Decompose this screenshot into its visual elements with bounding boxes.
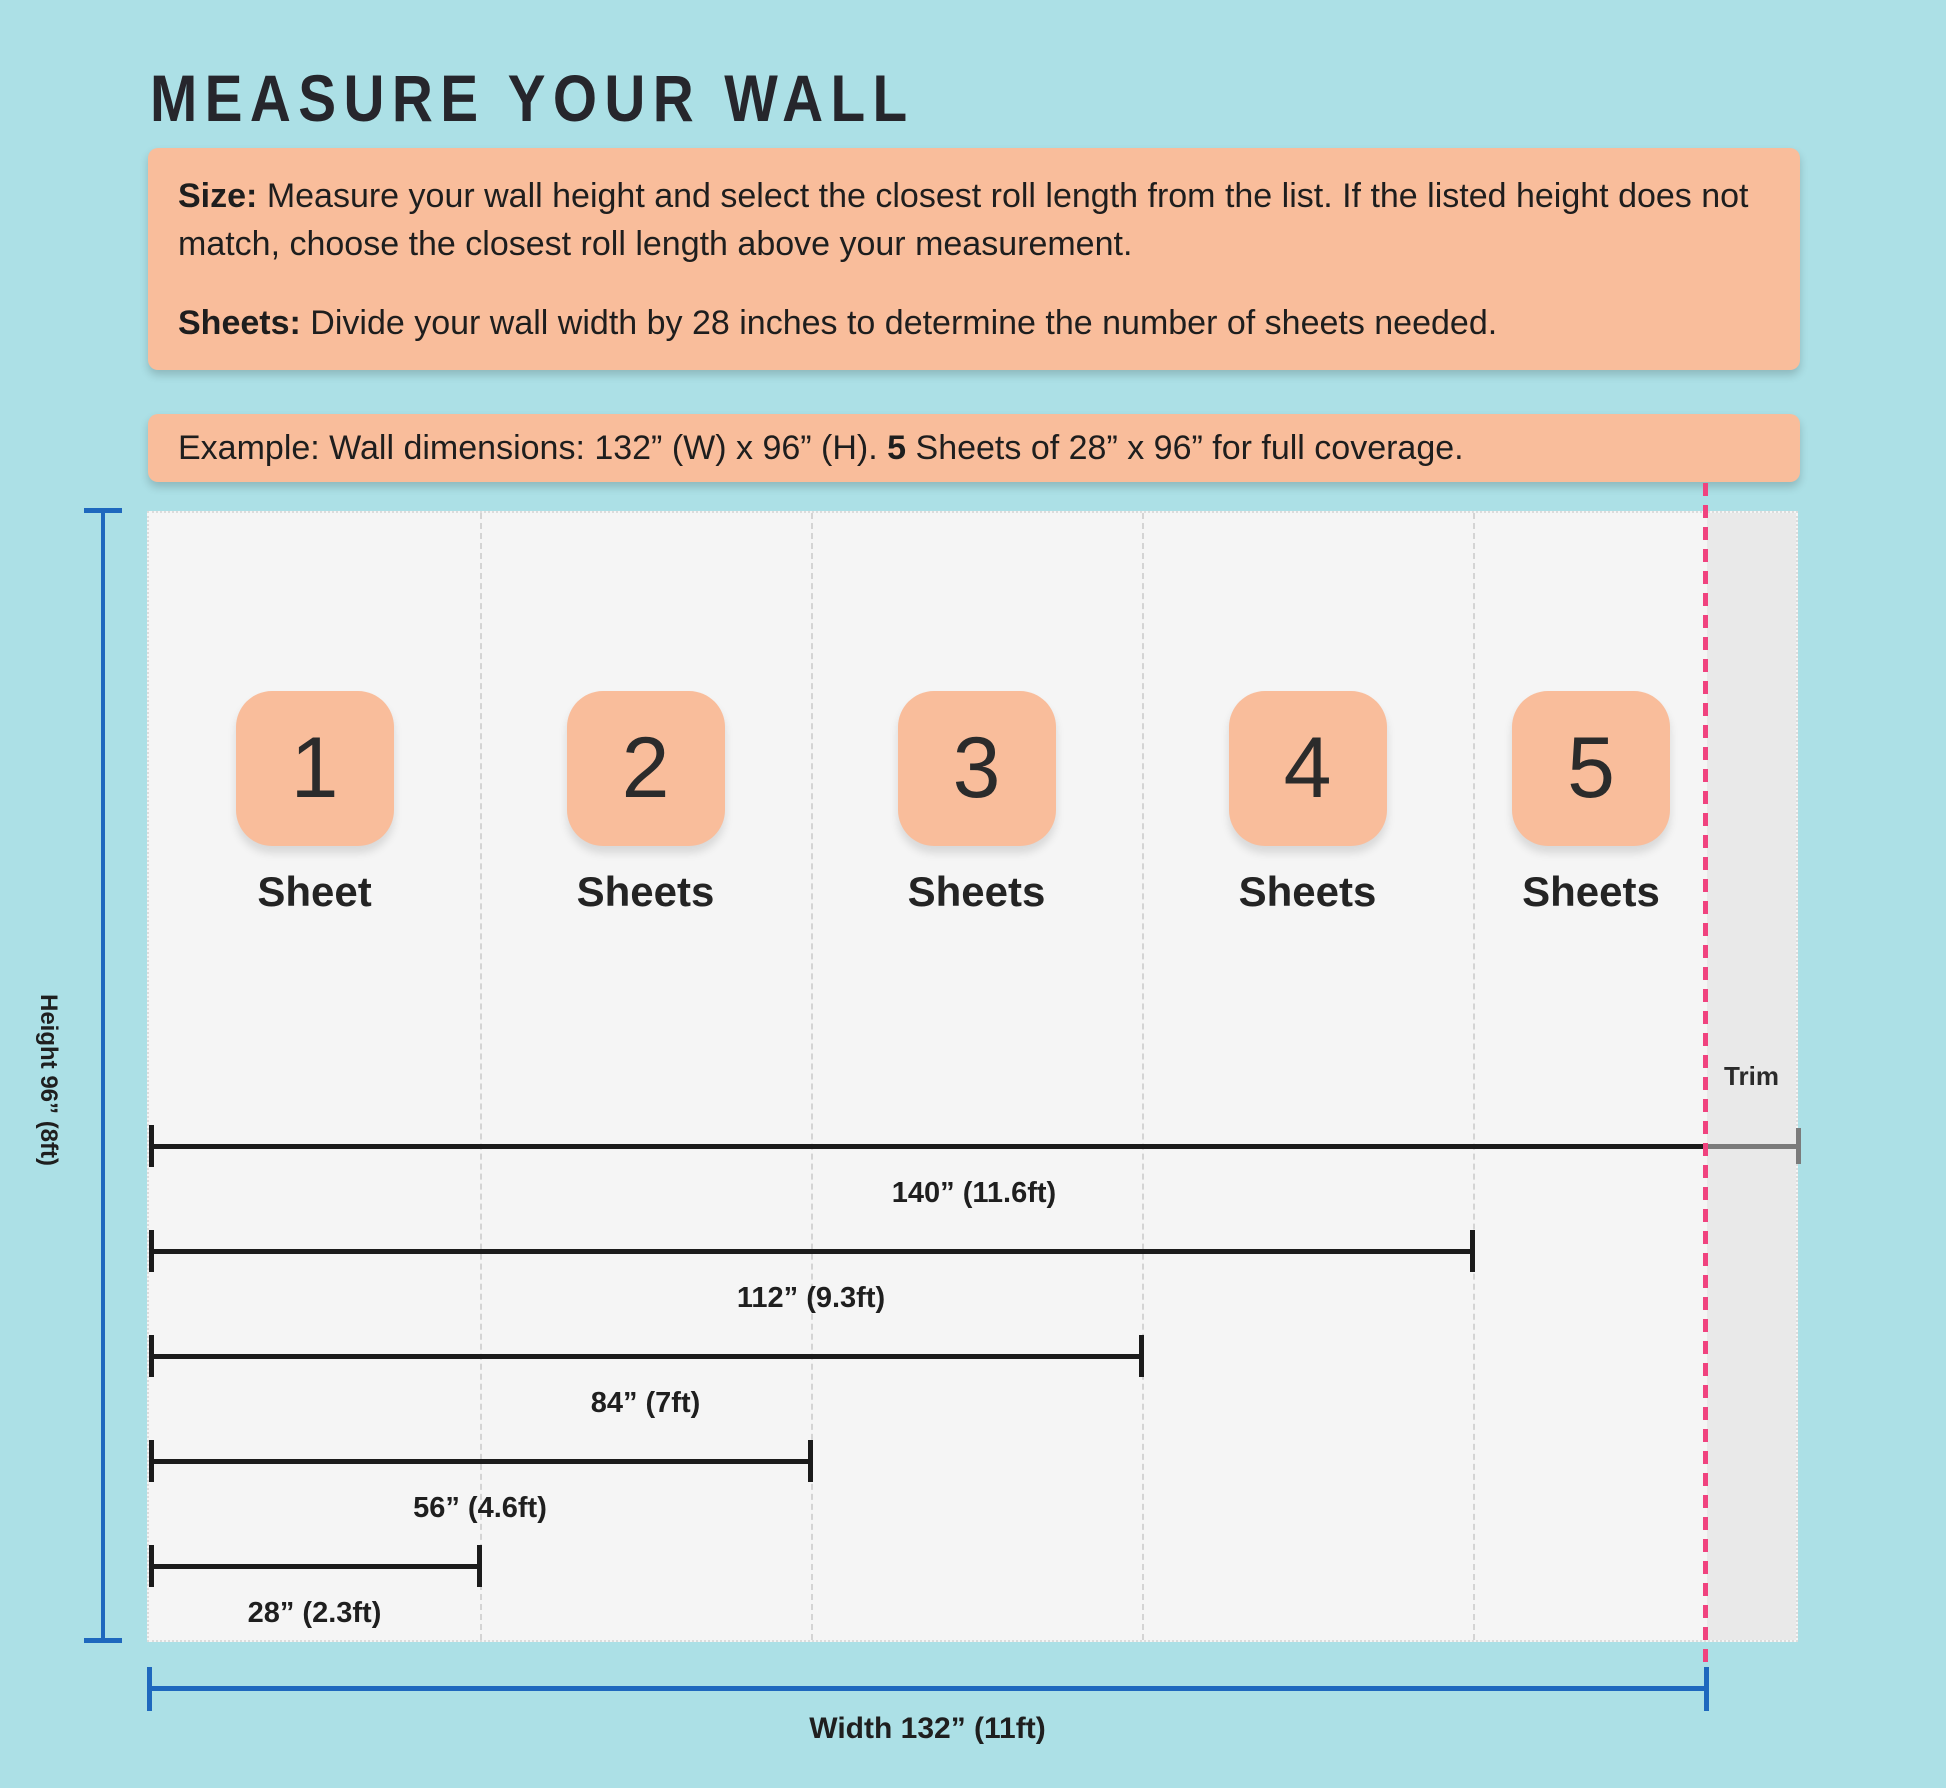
sheet-count-badge: 4 [1229, 691, 1387, 846]
example-sheet-count: 5 [887, 428, 907, 467]
width-label: Width 132” (11ft) [809, 1712, 1046, 1745]
width-ruler-line [147, 1686, 1708, 1691]
sheets-instruction [178, 299, 1770, 347]
ruler-cap-right [1470, 1230, 1475, 1272]
ruler-line [149, 1249, 1473, 1254]
size-instruction-label: Size: [178, 177, 258, 215]
example-box [148, 414, 1800, 482]
sheet-count-badge: 1 [236, 691, 394, 846]
instructions-box [148, 148, 1800, 370]
column-divider [1142, 513, 1144, 1640]
sheet-label: Sheets [907, 868, 1046, 915]
trim-label: Trim [1724, 1061, 1779, 1091]
sheets-instruction-label: Sheets: [178, 303, 301, 342]
sheet-group [1228, 691, 1388, 916]
sheet-group [1511, 691, 1671, 916]
height-label: Height 96” (8ft) [35, 993, 62, 1166]
size-instruction [178, 172, 1770, 269]
ruler-label: 112” (9.3ft) [736, 1282, 886, 1314]
width-ruler-cap-left [147, 1667, 152, 1711]
ruler-line [149, 1459, 811, 1464]
ruler-cap-right [808, 1440, 813, 1482]
ruler-label: 140” (11.6ft) [891, 1177, 1057, 1209]
ruler-cap-left [149, 1230, 154, 1272]
ruler-cap-left [149, 1440, 154, 1482]
size-instruction-text: Measure your wall height and select the closest roll length from the list. If the listed height does not match, choose the closest roll length above your measurement. [178, 177, 1749, 264]
sheet-group [566, 691, 726, 916]
sheets-instruction-text: Divide your wall width by 28 inches to determine the number of sheets needed. [310, 303, 1498, 342]
sheet-label: Sheets [1522, 868, 1660, 915]
page-title: MEASURE YOUR WALL [150, 61, 915, 135]
sheet-group [235, 691, 395, 916]
example-suffix: Sheets of 28” x 96” for full coverage. [915, 428, 1464, 467]
ruler-cap-left [149, 1125, 154, 1167]
ruler-cap-right [477, 1545, 482, 1587]
column-divider [1473, 513, 1475, 1640]
sheet-count-badge: 3 [898, 691, 1056, 846]
ruler-line [149, 1354, 1142, 1359]
height-ruler-cap-top [84, 508, 122, 513]
height-ruler-line [101, 510, 105, 1640]
ruler-line-trim-segment [1707, 1144, 1799, 1149]
sheet-label: Sheets [576, 868, 715, 915]
wall-width-cutline [1703, 483, 1708, 1665]
ruler-label: 84” (7ft) [590, 1387, 701, 1419]
sheet-count-badge: 5 [1512, 691, 1670, 846]
ruler-cap-left [149, 1335, 154, 1377]
sheet-count-badge: 2 [567, 691, 725, 846]
column-divider [480, 513, 482, 1640]
sheet-label: Sheet [257, 868, 372, 915]
ruler-label: 28” (2.3ft) [247, 1597, 382, 1629]
width-ruler-cap-right [1704, 1667, 1709, 1711]
ruler-label: 56” (4.6ft) [413, 1492, 547, 1524]
height-ruler-cap-bottom [84, 1638, 122, 1643]
ruler-cap-right [1796, 1128, 1801, 1164]
ruler-line [149, 1564, 480, 1569]
example-text [178, 424, 1464, 472]
sheet-label: Sheets [1238, 868, 1377, 915]
wall-panel [147, 511, 1798, 1642]
sheet-group [897, 691, 1057, 916]
ruler-cap-right [1139, 1335, 1144, 1377]
example-prefix: Example: Wall dimensions: 132” (W) x 96” (H). [178, 428, 878, 467]
ruler-cap-left [149, 1545, 154, 1587]
ruler-line [149, 1144, 1707, 1149]
